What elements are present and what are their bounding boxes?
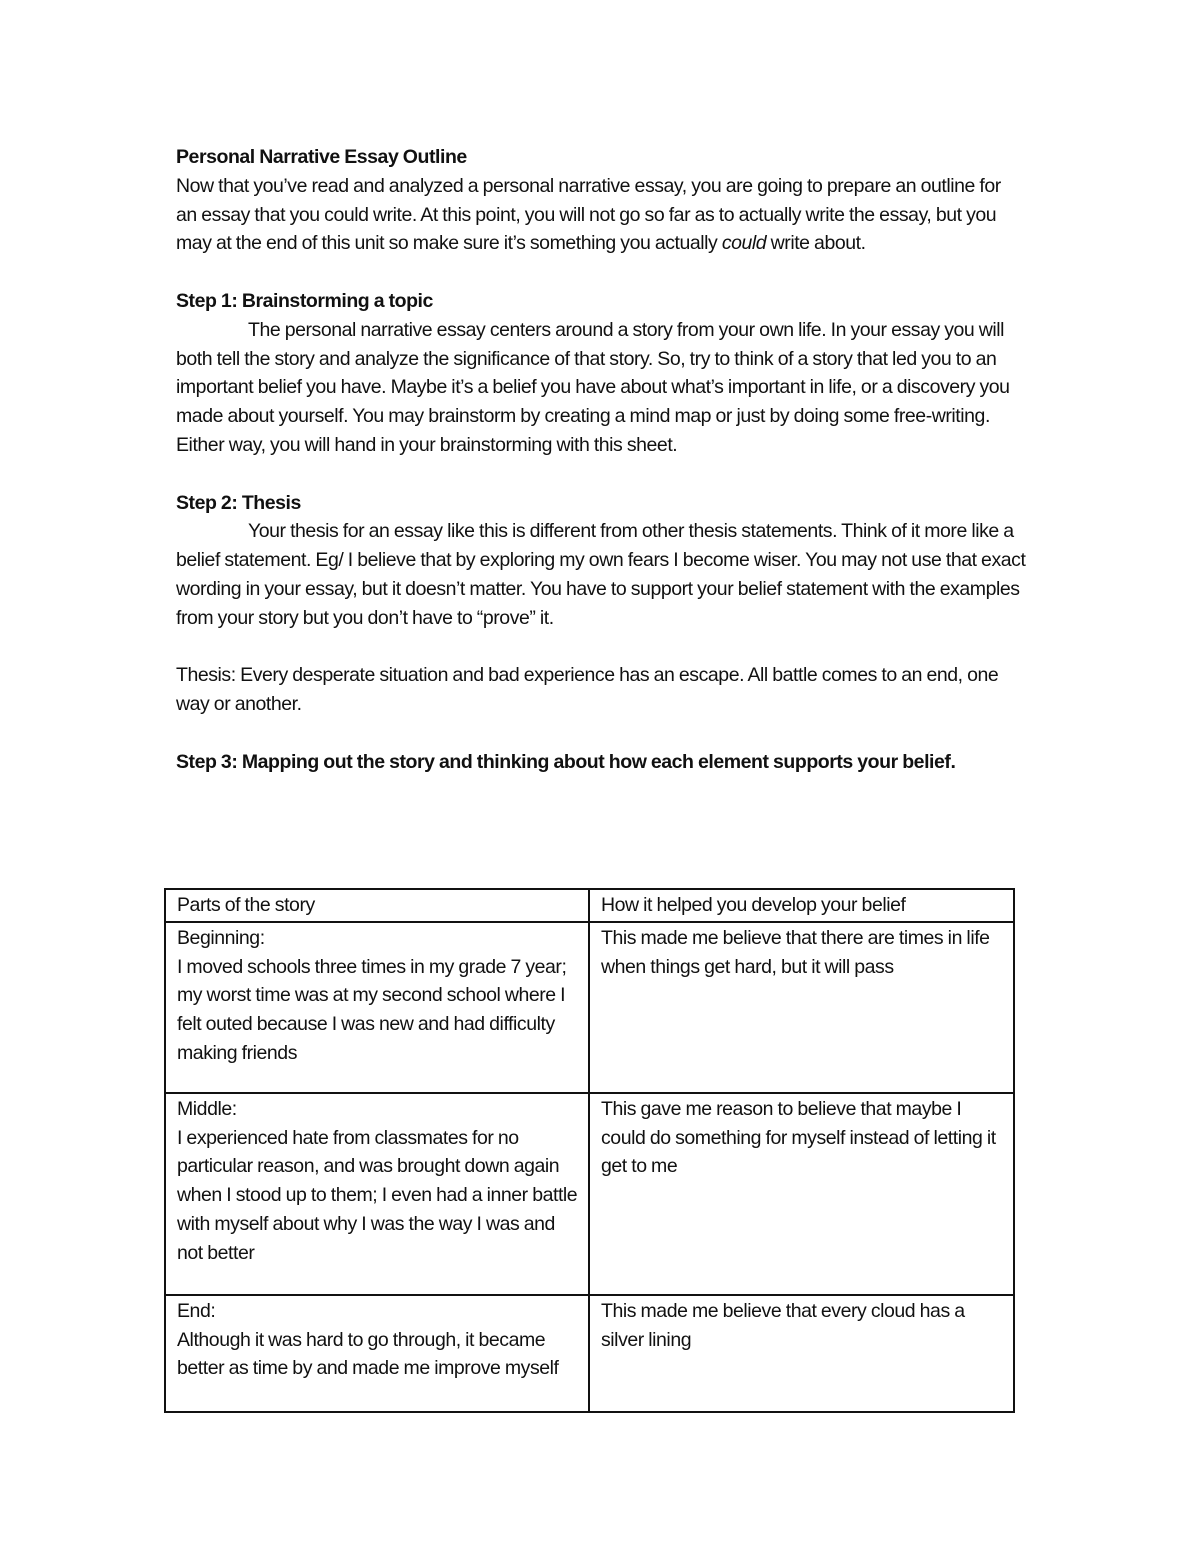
thesis-statement: Thesis: Every desperate situation and bad experience has an escape. All battle comes to an end, one way or another.	[176, 664, 999, 716]
table-header-cell: Parts of the story	[165, 889, 589, 922]
intro-text: Now that you’ve read and analyzed a personal narrative essay, you are going to prepare an outline for an essay that you could write. At this point, you will not go so far as to actually write the essay, but you may at the end of this unit so make sure it’s something you actually	[176, 174, 1001, 255]
step3-heading: Step 3: Mapping out the story and thinking about how each element supports your belief.	[176, 750, 956, 773]
row-label: Beginning:	[177, 926, 265, 949]
step2-heading: Step 2: Thesis	[176, 491, 301, 514]
intro-text-end: write about.	[766, 232, 866, 255]
story-map-table	[164, 888, 1015, 1413]
story-text: I moved schools three times in my grade 7 year; my worst time was at my second school where I felt outed because I was new and had difficulty making friends	[177, 955, 567, 1064]
belief-cell: This made me believe that every cloud has a silver lining	[589, 1295, 1014, 1412]
step1-body: The personal narrative essay centers around a story from your own life. In your essay you will both tell the story and analyze the significance of that story. So, try to think of a story that led you to an important belief you have. Maybe it’s a belief you have about what’s important in life, or a discovery you made about yourself. You may brainstorm by creating a mind map or just by doing some free-writing. Either way, you will hand in your brainstorming with this sheet.	[176, 318, 1010, 456]
belief-cell: This made me believe that there are times in life when things get hard, but it will pass	[589, 922, 1014, 1093]
spacer	[176, 719, 1026, 748]
belief-cell: This gave me reason to believe that maybe I could do something for myself instead of letting it get to me	[589, 1093, 1014, 1295]
intro-italic-word: could	[721, 232, 767, 255]
table-row	[165, 922, 1014, 1093]
story-text: Although it was hard to go through, it became better as time by and made me improve myself	[177, 1328, 559, 1380]
table-row	[165, 1093, 1014, 1295]
row-label: End:	[177, 1299, 216, 1322]
intro-paragraph	[176, 172, 1026, 258]
document-title: Personal Narrative Essay Outline	[176, 146, 467, 168]
row-label: Middle:	[177, 1097, 237, 1120]
spacer	[176, 258, 1026, 287]
story-cell-middle	[165, 1093, 589, 1295]
story-text: I experienced hate from classmates for no particular reason, and was brought down again when I stood up to them; I even had a inner battle with myself about why I was the way I was and not better	[177, 1126, 578, 1264]
story-cell-beginning	[165, 922, 589, 1093]
step1-heading: Step 1: Brainstorming a topic	[176, 289, 433, 312]
story-cell-end	[165, 1295, 589, 1412]
spacer	[176, 633, 1026, 662]
table-header-cell: How it helped you develop your belief	[589, 889, 1014, 922]
document-page	[176, 143, 1026, 777]
step2-body: Your thesis for an essay like this is different from other thesis statements. Think of it more like a belief statement. Eg/ I believe that by exploring my own fears I become wiser. You may not use that exact wording in your essay, but it doesn’t matter. You have to support your belief statement with the examples from your story but you don’t have to “prove” it.	[176, 520, 1026, 629]
table-row	[165, 1295, 1014, 1412]
spacer	[176, 460, 1026, 489]
table-header-row	[165, 889, 1014, 922]
